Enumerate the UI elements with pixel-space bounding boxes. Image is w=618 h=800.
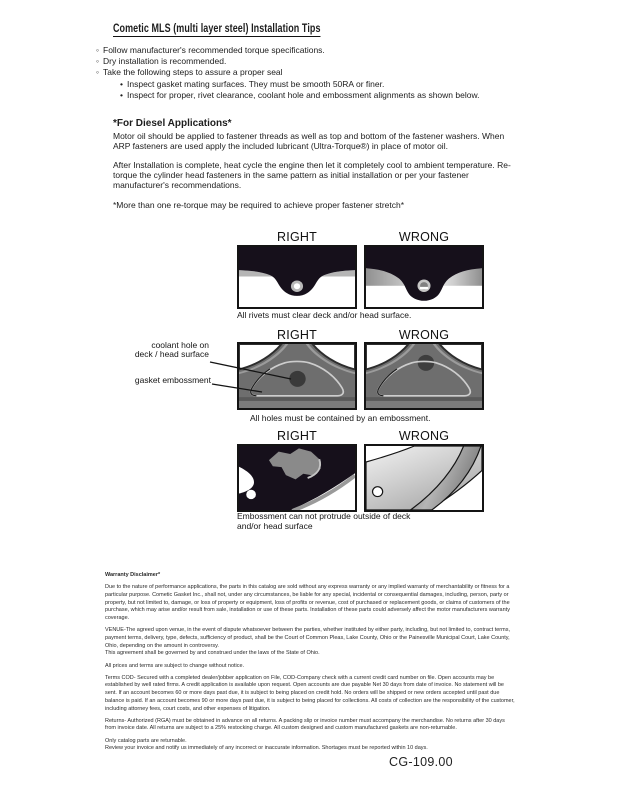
open-bullet-icon: ◦ (96, 67, 100, 78)
callout-line: coolant hole on (151, 340, 209, 350)
tip-text: Follow manufacturer's recommended torque specifications. (103, 45, 325, 55)
embossment-wrong-diagram (364, 444, 484, 512)
callout-line: deck / head surface (134, 349, 209, 360)
gasket-embossment-callout (105, 376, 211, 385)
list-item (96, 45, 556, 56)
solid-bullet-icon: • (120, 89, 123, 100)
list-item (96, 79, 556, 90)
venue-text: VENUE-The agreed upon venue, in the event of dispute whatsoever between the parties, whether instituted by either party, including, but not limited to, contract terms, payment terms, delivery, type, defects, sufficiency of product, shall be the Court of Common Pleas, Lake County, Ohio or the Painesville Municipal Court, Lake County, Ohio, depending on the amount in controversy. (105, 627, 510, 649)
warranty-disclaimer-text: Due to the nature of performance applications, the parts in this catalog are sold without any express warranty or any implied warranty of merchantability or fitness for a particular purpose. Cometic Gasket Inc., shall not, under any circumstances, be liable for any special, incidental or consequential damages, including, person, party or property, but not limited to, damage, or loss of property or equipment, loss of profits or revenue, cost of purchased or replacement goods, or claims of customers of the purchase, which may arise and/or result from sale, installation or use of these parts. Installation of these parts could adversely affect the motor manufacturers warranty coverage. (105, 584, 510, 622)
installation-tips-list (96, 45, 556, 101)
document-code: CG-109.00 (389, 755, 453, 769)
tip-text: Inspect for proper, rivet clearance, coolant hole and embossment alignments as shown below. (127, 89, 480, 100)
callout-line: gasket embossment (134, 375, 211, 385)
holes-wrong-diagram (364, 342, 484, 410)
open-bullet-icon: ◦ (96, 45, 100, 55)
right-label: RIGHT (277, 328, 317, 342)
embossment-right-diagram (237, 444, 357, 512)
catalog-parts-text: Only catalog parts are returnable. (105, 737, 187, 744)
governing-law-text: This agreement shall be governed by and construed under the laws of the State of Ohio. (105, 650, 320, 657)
holes-caption: All holes must be contained by an embossment. (250, 413, 431, 423)
diesel-applications-heading: *For Diesel Applications* (113, 118, 232, 129)
right-label: RIGHT (277, 429, 317, 443)
list-item (96, 67, 556, 78)
embossment-caption (237, 512, 410, 531)
open-bullet-icon: ◦ (96, 56, 100, 67)
embossment-right-drawing (239, 446, 355, 510)
caption-line: and/or head surface (237, 520, 313, 531)
tip-text: Inspect gasket mating surfaces. They must be smooth 50RA or finer. (127, 78, 385, 89)
rivet-right-diagram (237, 245, 357, 309)
solid-bullet-icon: • (120, 78, 123, 89)
callout-leader-lines (205, 353, 305, 398)
diesel-paragraph-1: Motor oil should be applied to fastener threads as well as top and bottom of the fastener washers. When ARP fasteners are used apply the included lubricant (Ultra-Torque®) in place of motor oil. (113, 131, 505, 152)
review-invoice-text: Review your invoice and notify us immediately of any incorrect or inaccurate information. Shortages must be reported within 10 days. (105, 745, 428, 752)
tip-text: Dry installation is recommended. (103, 56, 227, 67)
list-item (96, 56, 556, 67)
retorque-footnote: *More than one re-torque may be required to achieve proper fastener stretch* (113, 200, 405, 210)
tip-text: Take the following steps to assure a proper seal (103, 67, 283, 78)
coolant-hole-callout (105, 341, 209, 359)
list-item (96, 90, 556, 101)
rivet-wrong-diagram (364, 245, 484, 309)
page-title: Cometic MLS (multi layer steel) Installation Tips (113, 23, 321, 35)
diesel-paragraph-2: After Installation is complete, heat cycle the engine then let it completely cool to ambient temperature. Re-torque the cylinder head fasteners in the same pattern as initial installation or per your fastener manufacturer's recommendations. (113, 160, 511, 191)
rivets-caption: All rivets must clear deck and/or head surface. (237, 310, 412, 320)
legal-section (105, 572, 515, 758)
wrong-label: WRONG (398, 230, 450, 244)
terms-text: Terms COD- Secured with a completed dealer/jobber application on File, COD-Company check with a current credit card number on file. Open accounts may be established by well rated firms. A credit application is available upon request. Open accounts are due payable Net 30 days from date of invoice. No statement will be sent. If an account becomes 60 or more days past due, it is subject to being placed on credit hold. No orders will be shipped or new orders accepted until past due balance is paid. If an account becomes 90 or more days past due, it is subject to being placed for collections. All costs of collection are the responsibility of the customer, including attorney fees, court costs, and other expenses of litigation. (105, 674, 515, 712)
rivet-right-drawing (239, 247, 355, 307)
prices-text: All prices and terms are subject to change without notice. (105, 662, 245, 669)
caption-line: Embossment can not protrude outside of deck (237, 511, 411, 521)
right-label: RIGHT (277, 230, 317, 244)
wrong-label: WRONG (398, 429, 450, 443)
rivet-wrong-drawing (366, 247, 482, 307)
returns-text: Returns- Authorized (RGA) must be obtained in advance on all returns. A packing slip or invoice number must accompany the merchandise. No returns after 30 days from invoice date. All returns are subject to a 25% restocking charge. All custom designed and custom manufactured gaskets are non-returnable. (105, 717, 505, 732)
holes-wrong-drawing (366, 344, 482, 408)
warranty-disclaimer-heading: Warranty Disclaimer* (105, 572, 161, 578)
embossment-wrong-drawing (366, 446, 482, 510)
wrong-label: WRONG (398, 328, 450, 342)
